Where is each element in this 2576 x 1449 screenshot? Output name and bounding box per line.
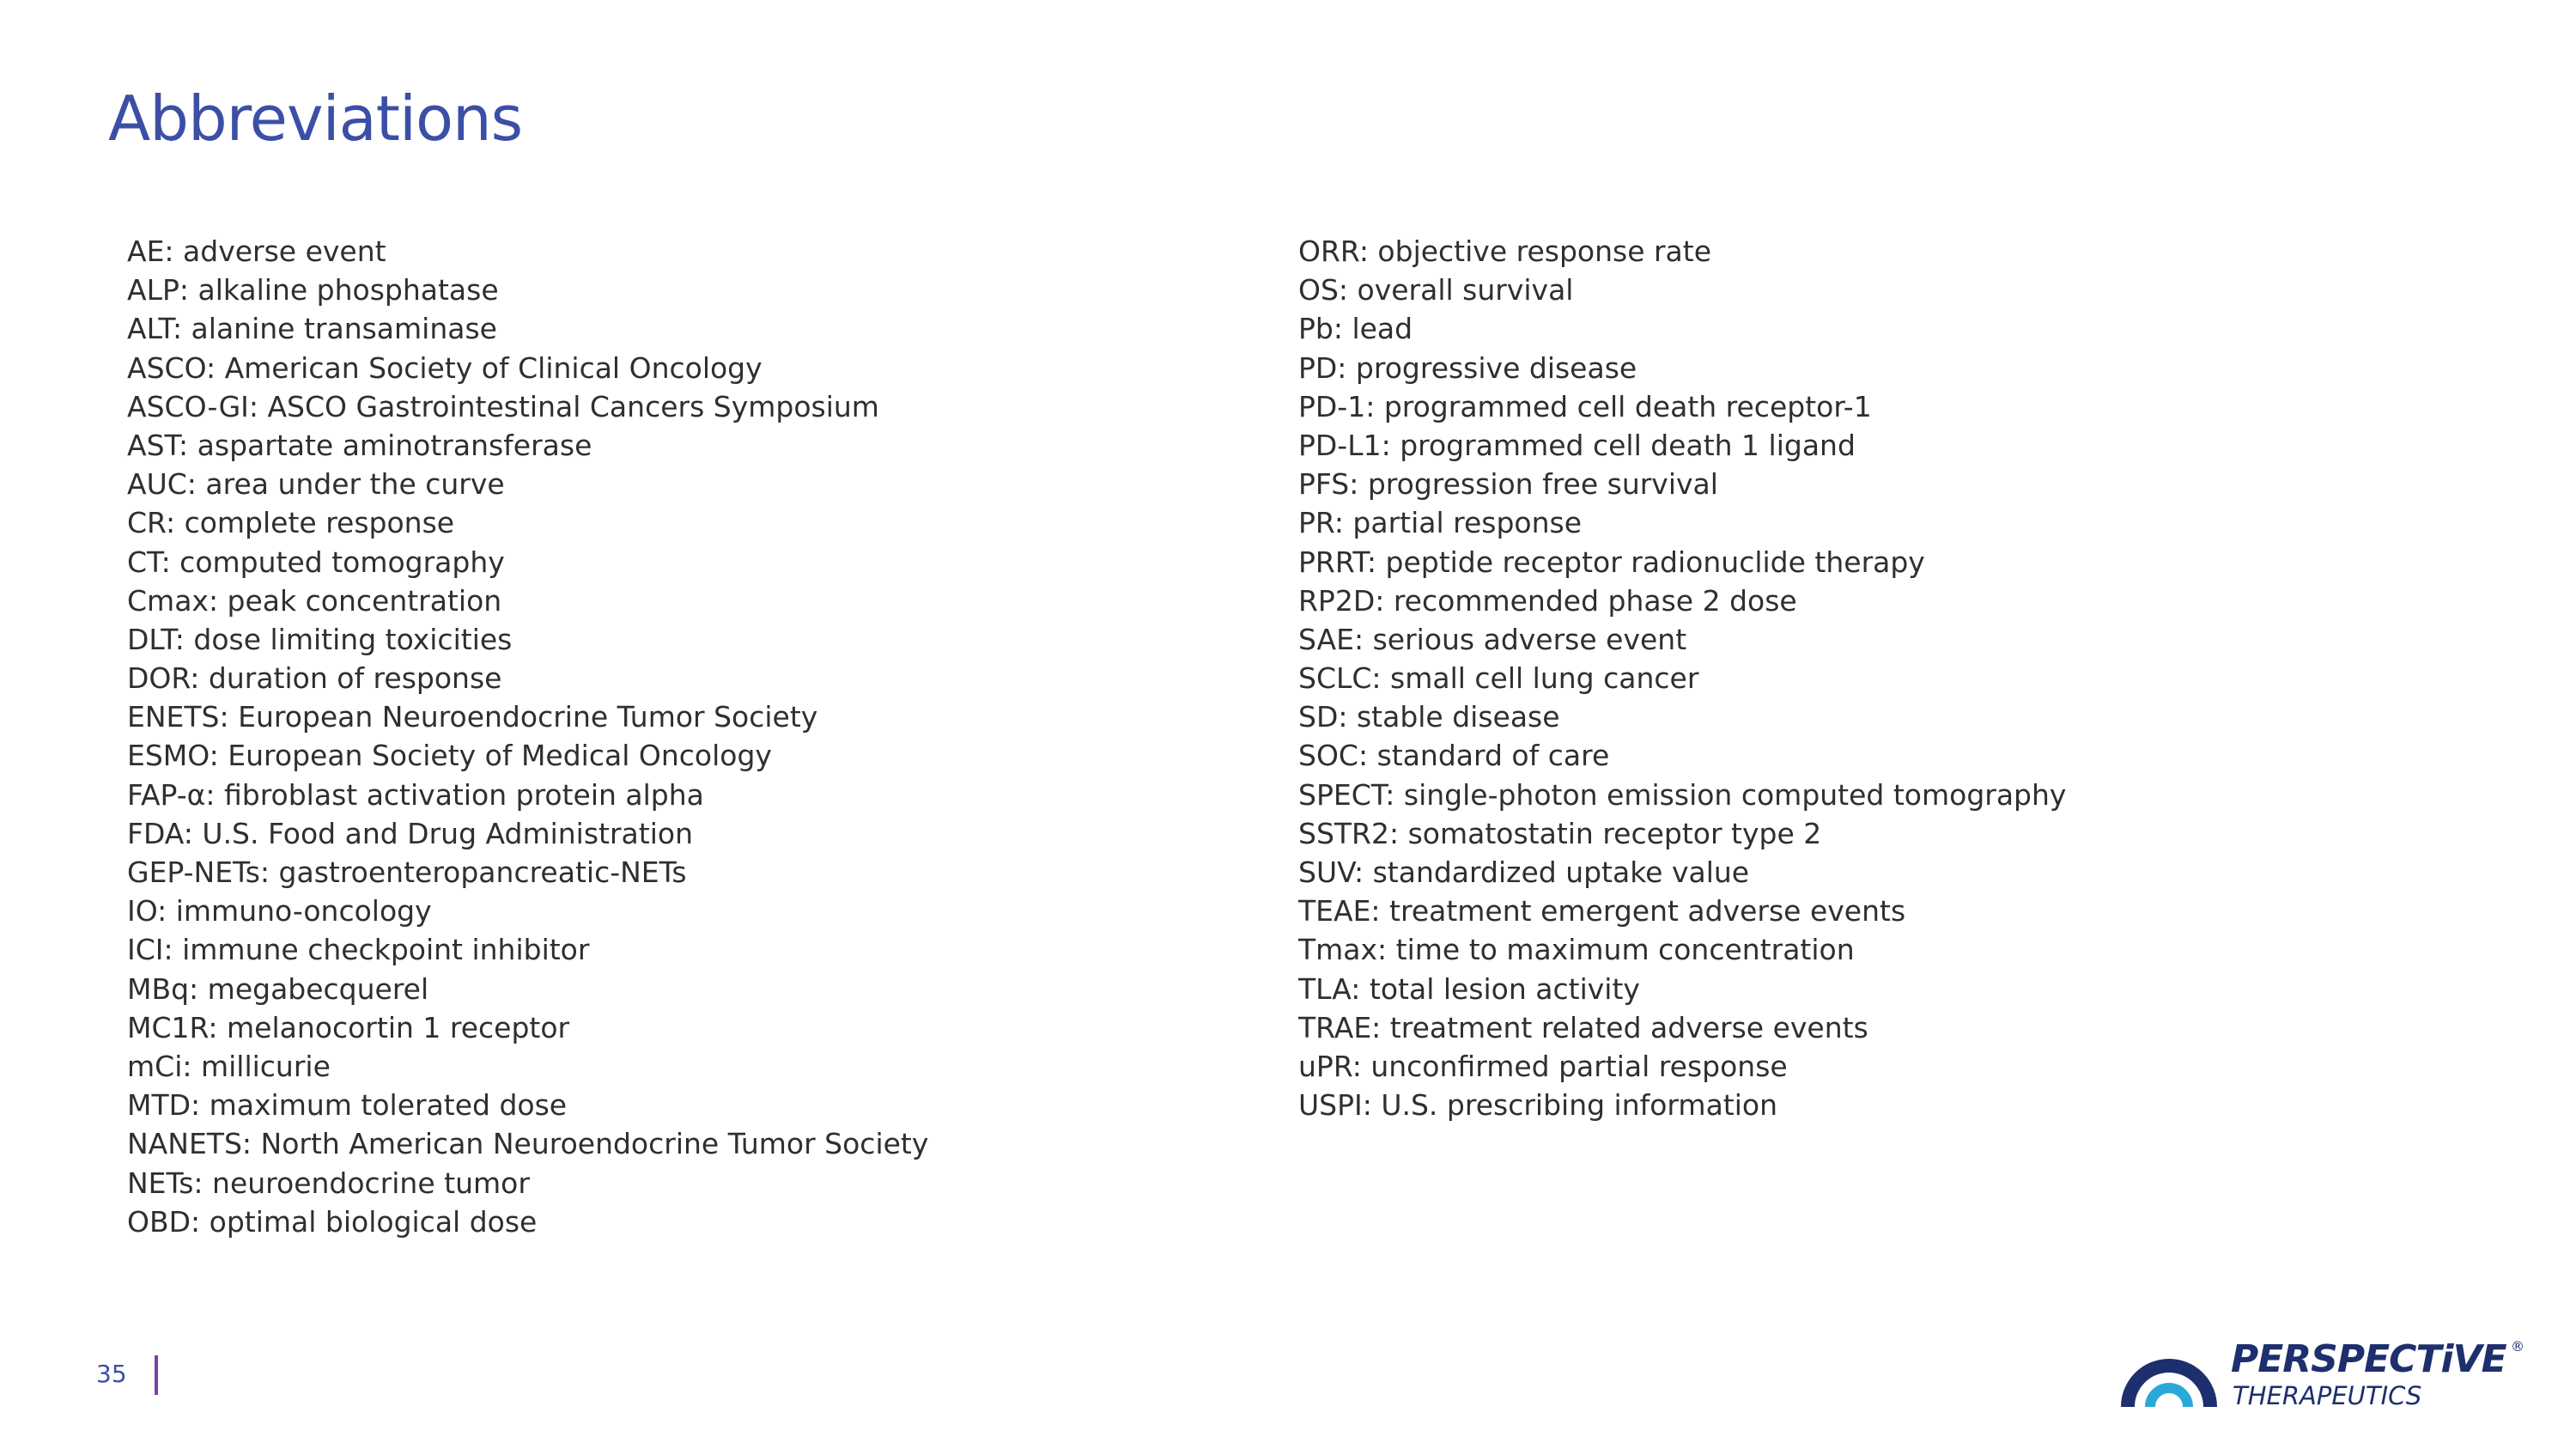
- abbreviation-item: SOC: standard of care: [1298, 739, 1610, 773]
- abbreviation-item: CR: complete response: [127, 506, 455, 540]
- abbreviation-item: FDA: U.S. Food and Drug Administration: [127, 816, 693, 850]
- abbreviation-item: TEAE: treatment emergent adverse events: [1298, 894, 1906, 928]
- logo-name: PERSPECTiVE: [2231, 1337, 2506, 1381]
- abbreviation-item: CT: computed tomography: [127, 545, 505, 579]
- abbreviation-item: PD-L1: programmed cell death 1 ligand: [1298, 428, 1856, 462]
- abbreviation-item: PR: partial response: [1298, 506, 1583, 540]
- abbreviation-item: ESMO: European Society of Medical Oncology: [127, 739, 772, 773]
- abbreviation-item: DLT: dose limiting toxicities: [127, 622, 513, 656]
- abbreviation-item: GEP-NETs: gastroenteropancreatic-NETs: [127, 855, 687, 889]
- abbreviation-item: ENETS: European Neuroendocrine Tumor Society: [127, 700, 818, 734]
- abbreviation-item: PD: progressive disease: [1298, 350, 1637, 385]
- abbreviation-item: mCi: millicurie: [127, 1049, 331, 1083]
- page-number: 35: [96, 1360, 127, 1388]
- abbreviation-item: ICI: immune checkpoint inhibitor: [127, 933, 590, 967]
- abbreviation-item: FAP-α: fibroblast activation protein alpha: [127, 777, 704, 812]
- abbreviation-item: Pb: lead: [1298, 312, 1413, 346]
- abbreviation-item: TRAE: treatment related adverse events: [1298, 1010, 1868, 1044]
- abbreviation-item: NETs: neuroendocrine tumor: [127, 1166, 530, 1200]
- abbreviation-list-left: [127, 232, 928, 1241]
- abbreviation-item: SSTR2: somatostatin receptor type 2: [1298, 816, 1822, 850]
- page-number-divider: [155, 1355, 158, 1395]
- abbreviation-item: ALT: alanine transaminase: [127, 312, 497, 346]
- abbreviation-item: OBD: optimal biological dose: [127, 1204, 538, 1239]
- abbreviation-item: MTD: maximum tolerated dose: [127, 1088, 568, 1123]
- abbreviation-item: PRRT: peptide receptor radionuclide therapy: [1298, 545, 1925, 579]
- abbreviation-item: AUC: area under the curve: [127, 467, 505, 502]
- abbreviation-item: PFS: progression free survival: [1298, 467, 1718, 502]
- abbreviation-item: ORR: objective response rate: [1298, 234, 1712, 268]
- abbreviation-item: AST: aspartate aminotransferase: [127, 428, 592, 462]
- abbreviation-item: uPR: unconfirmed partial response: [1298, 1049, 1788, 1083]
- page-title: Abbreviations: [108, 82, 523, 155]
- abbreviation-item: DOR: duration of response: [127, 661, 502, 696]
- abbreviation-item: TLA: total lesion activity: [1298, 971, 1640, 1006]
- abbreviation-item: MBq: megabecquerel: [127, 971, 429, 1006]
- abbreviation-item: NANETS: North American Neuroendocrine Tumor Society: [127, 1127, 929, 1161]
- abbreviation-item: MC1R: melanocortin 1 receptor: [127, 1010, 570, 1044]
- abbreviation-item: ALP: alkaline phosphatase: [127, 273, 499, 307]
- abbreviation-item: ASCO-GI: ASCO Gastrointestinal Cancers Symposium: [127, 389, 879, 423]
- logo-subtitle: THERAPEUTICS: [2233, 1381, 2422, 1410]
- logo-mark-icon: [2121, 1328, 2217, 1414]
- abbreviation-list-right: [1298, 232, 2066, 1124]
- perspective-therapeutics-logo: [2121, 1328, 2524, 1422]
- abbreviation-item: PD-1: programmed cell death receptor-1: [1298, 389, 1872, 423]
- abbreviation-item: SCLC: small cell lung cancer: [1298, 661, 1699, 696]
- abbreviation-item: AE: adverse event: [127, 234, 386, 268]
- abbreviation-item: SUV: standardized uptake value: [1298, 855, 1750, 889]
- abbreviation-item: ASCO: American Society of Clinical Oncology: [127, 350, 762, 385]
- abbreviation-item: SD: stable disease: [1298, 700, 1560, 734]
- abbreviation-item: USPI: U.S. prescribing information: [1298, 1088, 1778, 1123]
- abbreviation-item: Cmax: peak concentration: [127, 583, 502, 618]
- abbreviation-item: Tmax: time to maximum concentration: [1298, 933, 1855, 967]
- abbreviation-item: IO: immuno-oncology: [127, 894, 432, 928]
- abbreviation-item: SPECT: single-photon emission computed tomography: [1298, 777, 2067, 812]
- logo-registered-mark: ®: [2511, 1338, 2524, 1355]
- abbreviation-item: SAE: serious adverse event: [1298, 622, 1687, 656]
- abbreviation-item: OS: overall survival: [1298, 273, 1574, 307]
- abbreviation-item: RP2D: recommended phase 2 dose: [1298, 583, 1797, 618]
